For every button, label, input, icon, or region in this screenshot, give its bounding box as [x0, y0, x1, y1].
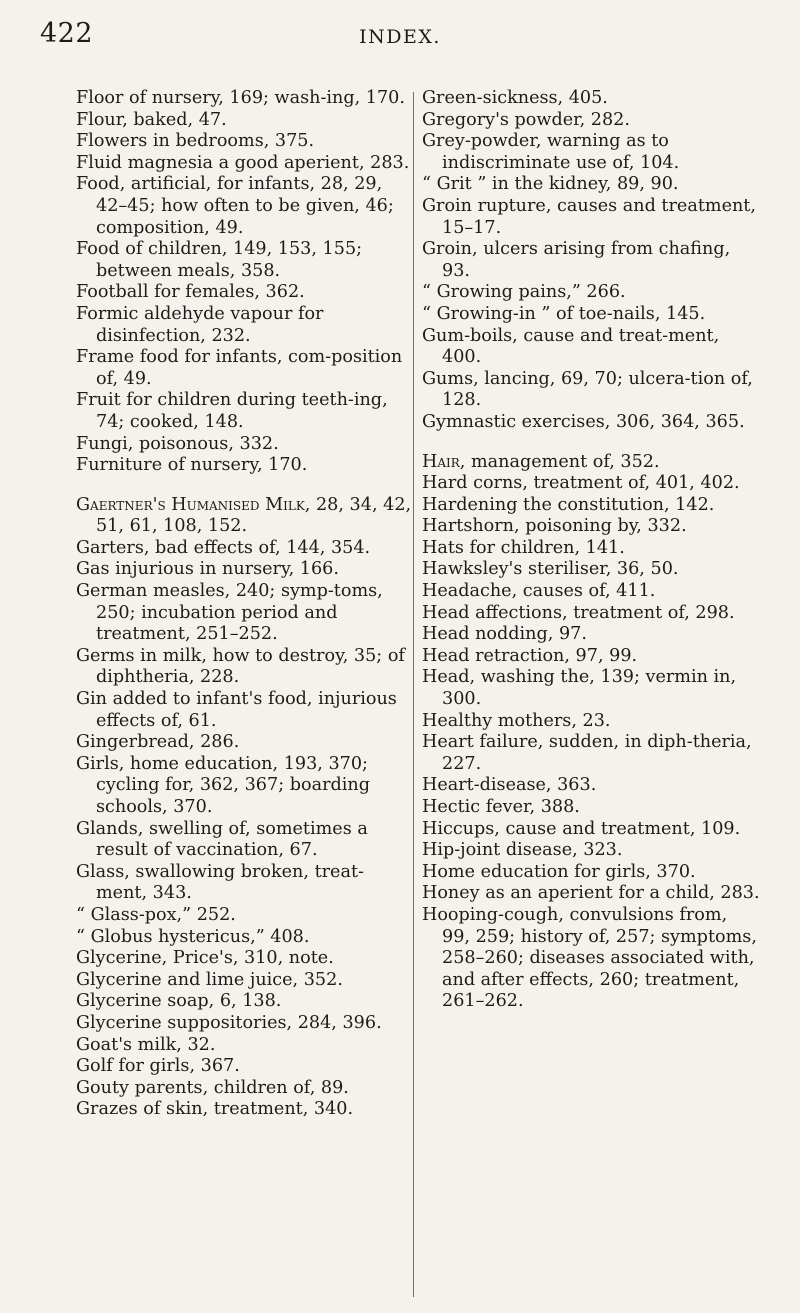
index-entry [422, 862, 760, 884]
index-entry-text: Furniture of nursery, 170. [76, 455, 308, 476]
index-entry [422, 304, 760, 326]
index-entry [76, 88, 412, 110]
index-entry-text: “ Globus hystericus,” 408. [76, 926, 310, 947]
index-entry-text: Flour, baked, 47. [76, 109, 227, 130]
index-entry-text: Headache, causes of, 411. [422, 581, 656, 602]
index-entry-text: Hawksley's steriliser, 36, 50. [422, 559, 679, 580]
index-entry [422, 581, 760, 603]
index-column-left [76, 88, 412, 1121]
index-entry-text: Grazes of skin, treatment, 340. [76, 1099, 354, 1120]
index-entry-text: Food of children, 149, 153, 155; between meals, 358. [76, 239, 363, 281]
index-entry-lead: Hair, [422, 451, 466, 472]
index-entry [76, 131, 412, 153]
index-entry-text: Hats for children, 141. [422, 537, 625, 558]
index-entry-text: Hiccups, cause and treatment, 109. [422, 818, 741, 839]
index-entry-text: Gouty parents, children of, 89. [76, 1077, 349, 1098]
index-entry-text: Floor of nursery, 169; wash-ing, 170. [76, 88, 405, 108]
index-entry-text: Hooping-cough, convulsions from, 99, 259; history of, 257; symptoms, 258–260; diseases associated with, and after effects, 260; treatment, 261–262. [422, 904, 757, 1012]
index-entry [76, 538, 412, 560]
index-entry [422, 174, 760, 196]
index-entry-text: Fungi, poisonous, 332. [76, 433, 279, 454]
index-entry [422, 452, 760, 474]
index-entry-text: Heart failure, sudden, in diph-theria, 227. [422, 732, 752, 774]
index-entry [76, 754, 412, 819]
index-entry [422, 282, 760, 304]
index-entry-text: Gymnastic exercises, 306, 364, 365. [422, 411, 745, 432]
index-entry [422, 559, 760, 581]
index-entry [76, 1099, 412, 1121]
index-entry [76, 646, 412, 689]
index-entry [76, 495, 412, 538]
index-column-right [422, 88, 760, 1013]
index-entry [76, 581, 412, 646]
index-entry [76, 732, 412, 754]
index-entry-text: Goat's milk, 32. [76, 1034, 216, 1055]
index-entry-text: Germs in milk, how to destroy, 35; of diphtheria, 228. [76, 645, 405, 688]
index-entry-text: Hard corns, treatment of, 401, 402. [422, 473, 740, 494]
index-entry [422, 905, 760, 1013]
index-entry-text: Glass, swallowing broken, treat-ment, 343. [76, 861, 364, 904]
index-entry-text: Healthy mothers, 23. [422, 710, 611, 731]
index-entry-text: Heart-disease, 363. [422, 775, 597, 796]
index-entry [76, 559, 412, 581]
index-entry [422, 196, 760, 239]
page-number: 422 [40, 18, 94, 49]
index-entry [422, 732, 760, 775]
index-entry-text: Groin rupture, causes and treatment, 15–17. [422, 195, 756, 238]
index-entry-text: Fluid magnesia a good aperient, 283. [76, 152, 410, 173]
index-entry [422, 495, 760, 517]
index-entry [76, 862, 412, 905]
index-entry-text: “ Growing-in ” of toe-nails, 145. [422, 303, 706, 324]
index-entry [76, 689, 412, 732]
index-entry-text: “ Growing pains,” 266. [422, 282, 626, 303]
index-entry [76, 347, 412, 390]
index-entry [76, 434, 412, 456]
index-entry [422, 110, 760, 132]
index-entry-text: Garters, bad effects of, 144, 354. [76, 537, 371, 558]
index-entry-text: Golf for girls, 367. [76, 1056, 240, 1077]
index-entry [422, 326, 760, 369]
index-entry [76, 819, 412, 862]
index-entry-text: Glands, swelling of, sometimes a result of vaccination, 67. [76, 818, 368, 861]
index-entry-text: Hartshorn, poisoning by, 332. [422, 516, 687, 537]
index-entry [422, 473, 760, 495]
index-entry [422, 624, 760, 646]
index-entry-text: Head retraction, 97, 99. [422, 645, 638, 666]
index-entry-text: Home education for girls, 370. [422, 861, 696, 882]
index-entry-text: Gin added to infant's food, injurious effects of, 61. [76, 689, 397, 731]
index-entry-text: Head affections, treatment of, 298. [422, 602, 735, 623]
index-entry-text: Gums, lancing, 69, 70; ulcera-tion of, 128. [422, 368, 753, 411]
index-entry [422, 840, 760, 862]
running-title: INDEX. [359, 26, 441, 48]
index-entry-text: Glycerine suppositories, 284, 396. [76, 1012, 382, 1033]
index-entry-text: Food, artificial, for infants, 28, 29, 42–45; how often to be given, 46; composition, 49. [76, 174, 394, 238]
index-entry [422, 369, 760, 412]
index-entry [76, 905, 412, 927]
index-entry [422, 797, 760, 819]
index-entry-text: Hectic fever, 388. [422, 797, 580, 817]
index-entry [422, 646, 760, 668]
index-entry-text: Groin, ulcers arising from chafing, 93. [422, 239, 731, 281]
index-entry-text: Green-sickness, 405. [422, 88, 608, 108]
index-entry-text: Honey as an aperient for a child, 283. [422, 883, 760, 904]
index-entry [76, 1035, 412, 1057]
index-entry-text: Head, washing the, 139; vermin in, 300. [422, 667, 737, 710]
index-entry [76, 948, 412, 970]
index-entry [422, 538, 760, 560]
index-entry [76, 455, 412, 477]
index-entry [422, 667, 760, 710]
index-entry [76, 970, 412, 992]
index-entry-text: Formic aldehyde vapour for disinfection, 232. [76, 303, 324, 346]
index-entry [422, 711, 760, 733]
index-entry-text: 28, 34, 42, 51, 61, 108, 152. [96, 494, 412, 537]
index-entry-text: Glycerine and lime juice, 352. [76, 969, 343, 990]
index-entry-text: Gas injurious in nursery, 166. [76, 559, 339, 580]
index-entry [422, 88, 760, 110]
index-entry [76, 174, 412, 239]
index-entry [422, 516, 760, 538]
index-entry [76, 1078, 412, 1100]
index-entry-text: Glycerine, Price's, 310, note. [76, 948, 334, 969]
index-entry-text: “ Grit ” in the kidney, 89, 90. [422, 174, 679, 195]
index-entry [422, 239, 760, 282]
index-entry-text: Gum-boils, cause and treat-ment, 400. [422, 325, 720, 368]
index-entry-text: Hip-joint disease, 323. [422, 840, 623, 861]
index-entry-text: Glycerine soap, 6, 138. [76, 991, 282, 1012]
index-entry-text: Frame food for infants, com-position of, 49. [76, 347, 403, 389]
index-entry [76, 1013, 412, 1035]
index-entry [76, 1056, 412, 1078]
index-entry [422, 412, 760, 434]
index-entry-text: Head nodding, 97. [422, 624, 587, 645]
index-entry-text: “ Glass-pox,” 252. [76, 904, 236, 925]
index-entry-text: Gingerbread, 286. [76, 732, 240, 753]
column-divider [413, 92, 414, 1297]
index-entry [76, 304, 412, 347]
index-entry [76, 390, 412, 433]
index-entry-text: Gregory's powder, 282. [422, 109, 630, 130]
index-entry-text: Flowers in bedrooms, 375. [76, 131, 315, 152]
index-entry-text: Grey-powder, warning as to indiscriminate use of, 104. [422, 131, 680, 173]
index-entry [76, 153, 412, 175]
index-entry-text: Hardening the constitution, 142. [422, 494, 715, 515]
index-entry-text: Girls, home education, 193, 370; cycling for, 362, 367; boarding schools, 370. [76, 753, 370, 817]
index-entry [422, 883, 760, 905]
index-entry [76, 239, 412, 282]
index-entry-text: management of, 352. [465, 451, 660, 472]
index-entry [76, 927, 412, 949]
index-entry-text: Football for females, 362. [76, 282, 305, 303]
index-entry [422, 775, 760, 797]
index-entry-text: German measles, 240; symp-toms, 250; incubation period and treatment, 251–252. [76, 581, 383, 645]
index-entry-lead: Gaertner's Humanised Milk, [76, 494, 311, 515]
index-entry [76, 282, 412, 304]
index-entry [422, 819, 760, 841]
index-entry [422, 603, 760, 625]
index-entry [76, 991, 412, 1013]
index-entry-text: Fruit for children during teeth-ing, 74; cooked, 148. [76, 390, 388, 432]
index-entry [422, 131, 760, 174]
page-header [0, 18, 800, 52]
index-entry [76, 110, 412, 132]
